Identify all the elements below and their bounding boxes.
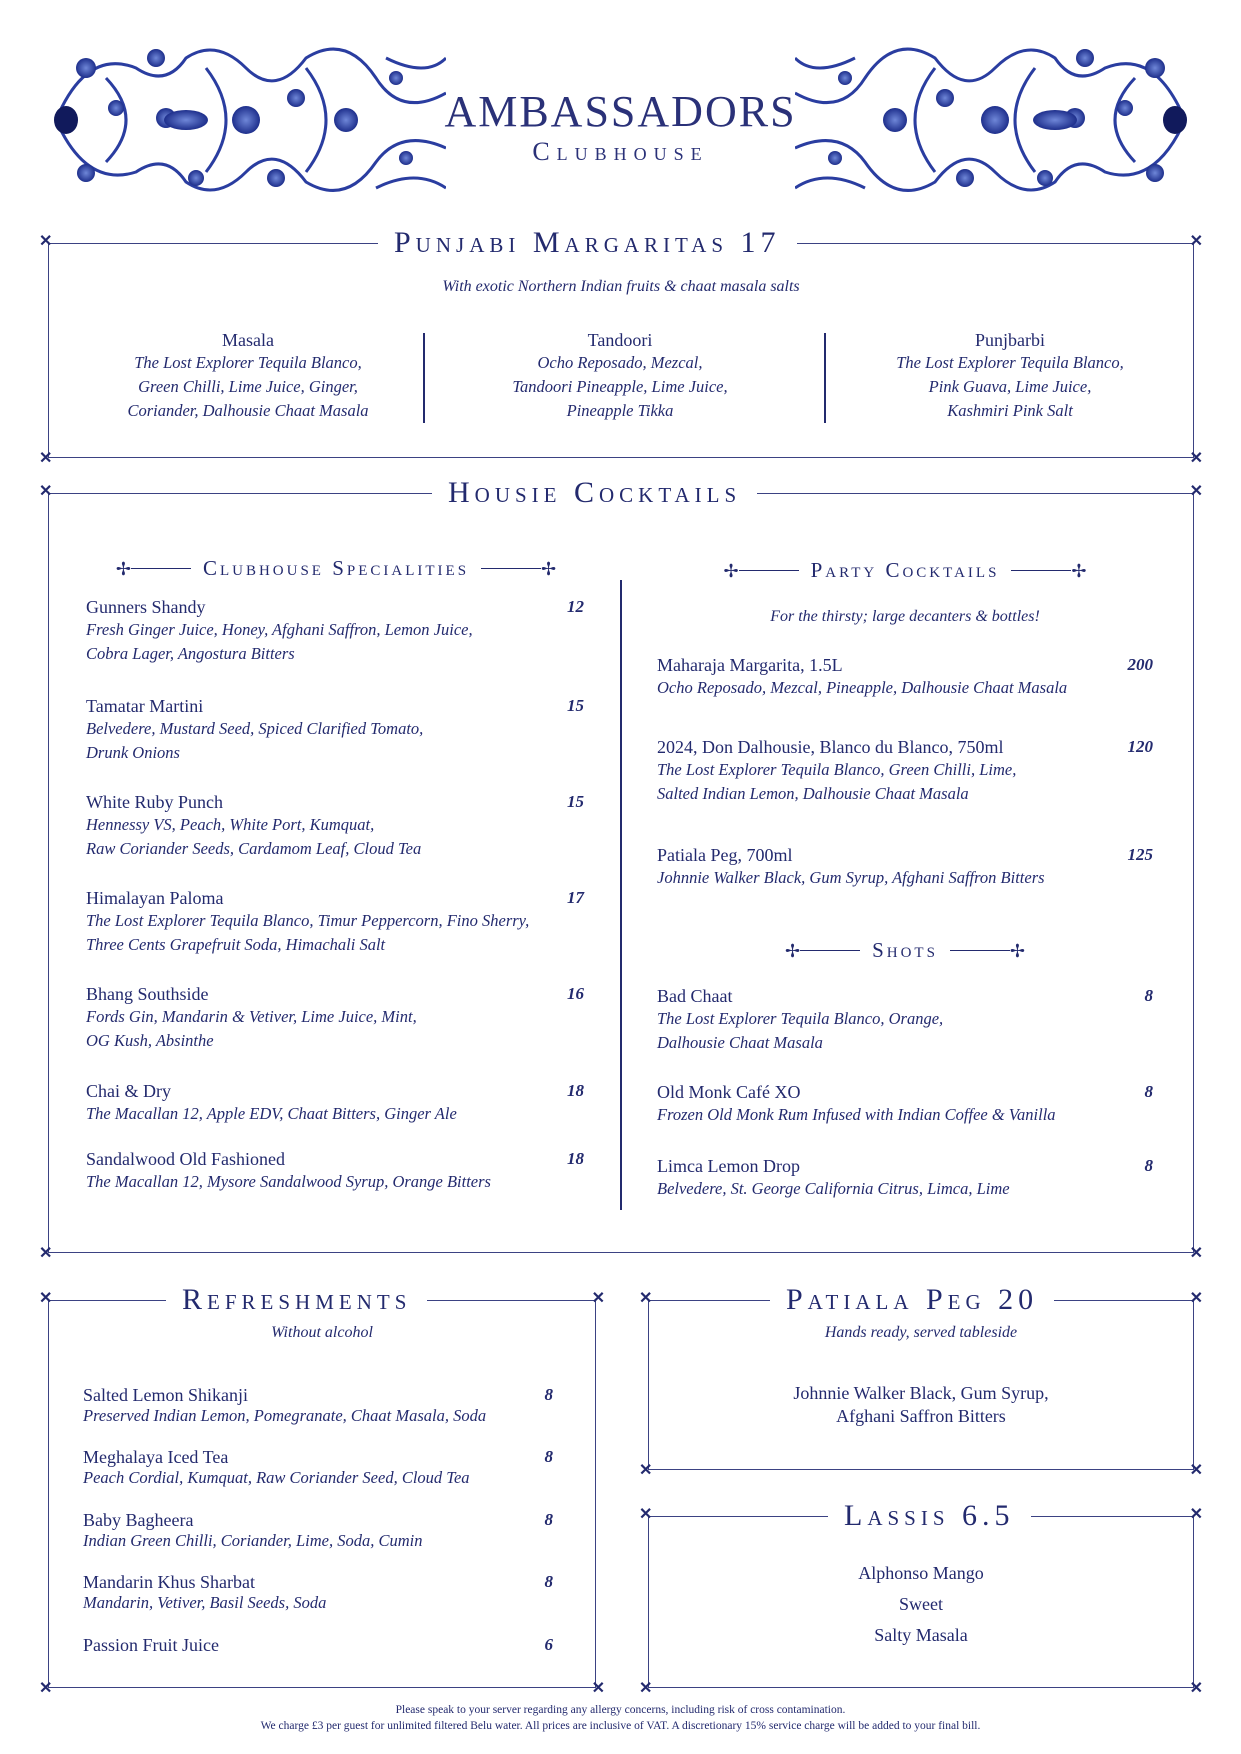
corner-fleur-icon: ✕ bbox=[39, 450, 53, 467]
item-name: 2024, Don Dalhousie, Blanco du Blanco, 750ml bbox=[657, 737, 1004, 757]
patiala-peg-ingredients bbox=[648, 1382, 1194, 1428]
subheading-clubhouse-specialities bbox=[86, 556, 586, 581]
corner-fleur-icon: ✕ bbox=[1189, 1462, 1203, 1479]
item-desc: The Lost Explorer Tequila Blanco, Orange, bbox=[657, 1009, 944, 1028]
column-divider bbox=[620, 580, 622, 1210]
item-desc: The Lost Explorer Tequila Blanco, bbox=[134, 353, 362, 372]
corner-fleur-icon: ✕ bbox=[1189, 450, 1203, 467]
item-name: Himalayan Paloma bbox=[86, 888, 224, 908]
item-desc: The Macallan 12, Mysore Sandalwood Syrup, Orange Bitters bbox=[86, 1172, 491, 1191]
item-price: 15 bbox=[567, 792, 584, 811]
item-name: Limca Lemon Drop bbox=[657, 1156, 800, 1176]
item-name: Salted Lemon Shikanji bbox=[83, 1385, 248, 1405]
divider-line bbox=[1011, 570, 1071, 572]
item-name: Meghalaya Iced Tea bbox=[83, 1447, 229, 1467]
column-divider bbox=[824, 333, 826, 423]
item-desc: Peach Cordial, Kumquat, Raw Coriander Seed, Cloud Tea bbox=[83, 1468, 470, 1487]
item-price: 15 bbox=[567, 696, 584, 715]
item-desc: Indian Green Chilli, Coriander, Lime, Soda, Cumin bbox=[83, 1531, 423, 1550]
corner-fleur-icon: ✕ bbox=[1189, 1680, 1203, 1697]
item-desc: Pineapple Tikka bbox=[566, 401, 674, 420]
corner-fleur-icon: ✕ bbox=[39, 233, 53, 250]
section-title-lassis: Lassis 6.5 bbox=[828, 1499, 1031, 1533]
item-desc: OG Kush, Absinthe bbox=[86, 1031, 214, 1050]
party-cocktails-subtitle: For the thirsty; large decanters & bottles! bbox=[770, 608, 1040, 625]
item-price: 18 bbox=[567, 1149, 584, 1168]
corner-fleur-icon: ✕ bbox=[639, 1462, 653, 1479]
item-name: Punjbarbi bbox=[975, 330, 1045, 350]
item-price: 120 bbox=[1127, 737, 1153, 756]
footer-notes bbox=[0, 1702, 1241, 1734]
item-desc: Pink Guava, Lime Juice, bbox=[928, 377, 1092, 396]
brand-title: AMBASSADORS bbox=[444, 87, 797, 136]
lassi-item: Alphonso Mango bbox=[858, 1563, 984, 1583]
item-desc: The Lost Explorer Tequila Blanco, Green Chilli, Lime, bbox=[657, 760, 1017, 779]
item-desc: Cobra Lager, Angostura Bitters bbox=[86, 644, 295, 663]
menu-item bbox=[657, 1082, 1153, 1127]
menu-item bbox=[657, 845, 1153, 890]
item-name: Tamatar Martini bbox=[86, 696, 204, 716]
item-desc: Fresh Ginger Juice, Honey, Afghani Saffron, Lemon Juice, bbox=[86, 620, 473, 639]
item-desc: Dalhousie Chaat Masala bbox=[657, 1033, 823, 1052]
arrow-ornament-icon: ✢ bbox=[1009, 940, 1026, 961]
corner-fleur-icon: ✕ bbox=[39, 1245, 53, 1262]
item-desc: The Lost Explorer Tequila Blanco, Timur Peppercorn, Fino Sherry, bbox=[86, 911, 530, 930]
divider-line bbox=[800, 950, 860, 952]
menu-item bbox=[86, 597, 584, 666]
patiala-peg-subtitle: Hands ready, served tableside bbox=[824, 1324, 1018, 1341]
item-name: Passion Fruit Juice bbox=[83, 1635, 220, 1655]
corner-fleur-icon: ✕ bbox=[39, 483, 53, 500]
column-divider bbox=[423, 333, 425, 423]
menu-item bbox=[657, 655, 1153, 700]
lassi-item: Salty Masala bbox=[874, 1625, 968, 1645]
section-title-refreshments: Refreshments bbox=[166, 1283, 427, 1317]
item-name: Sandalwood Old Fashioned bbox=[86, 1149, 285, 1169]
menu-item bbox=[86, 984, 584, 1053]
item-name: Bhang Southside bbox=[86, 984, 209, 1004]
menu-item bbox=[86, 888, 584, 957]
item-name: Bad Chaat bbox=[657, 986, 733, 1006]
menu-item bbox=[86, 792, 584, 861]
item-price: 6 bbox=[544, 1635, 553, 1654]
item-desc: Coriander, Dalhousie Chaat Masala bbox=[127, 401, 369, 420]
item-desc: The Macallan 12, Apple EDV, Chaat Bitters, Ginger Ale bbox=[86, 1104, 457, 1123]
corner-fleur-icon: ✕ bbox=[639, 1290, 653, 1307]
item-price: 18 bbox=[567, 1081, 584, 1100]
item-desc: Preserved Indian Lemon, Pomegranate, Chaat Masala, Soda bbox=[83, 1406, 487, 1425]
item-price: 17 bbox=[567, 888, 584, 907]
item-price: 8 bbox=[1144, 986, 1153, 1005]
item-desc: Green Chilli, Lime Juice, Ginger, bbox=[138, 377, 358, 396]
subheading-text: Party Cocktails bbox=[810, 558, 1000, 582]
item-desc: Mandarin, Vetiver, Basil Seeds, Soda bbox=[83, 1593, 327, 1612]
item-desc: Drunk Onions bbox=[86, 743, 180, 762]
item-price: 8 bbox=[544, 1447, 553, 1466]
item-desc: Ocho Reposado, Mezcal, Pineapple, Dalhousie Chaat Masala bbox=[657, 678, 1068, 697]
item-price: 8 bbox=[1144, 1082, 1153, 1101]
item-name: Gunners Shandy bbox=[86, 597, 206, 617]
item-desc: Belvedere, St. George California Citrus, Limca, Lime bbox=[657, 1179, 1010, 1198]
subheading-text: Clubhouse Specialities bbox=[202, 556, 470, 580]
item-desc: Belvedere, Mustard Seed, Spiced Clarified Tomato, bbox=[86, 719, 424, 738]
arrow-ornament-icon: ✢ bbox=[541, 558, 557, 579]
corner-fleur-icon: ✕ bbox=[1189, 233, 1203, 250]
item-price: 200 bbox=[1127, 655, 1153, 674]
item-desc: The Lost Explorer Tequila Blanco, bbox=[896, 353, 1124, 372]
item-name: Tandoori bbox=[587, 330, 653, 350]
refreshments-subtitle: Without alcohol bbox=[271, 1324, 373, 1341]
item-price: 8 bbox=[544, 1385, 553, 1404]
subheading-text: Shots bbox=[872, 938, 938, 962]
section-title-punjabi-margaritas: Punjabi Margaritas 17 bbox=[378, 226, 797, 260]
corner-fleur-icon: ✕ bbox=[591, 1680, 605, 1697]
menu-item bbox=[86, 696, 584, 765]
menu-item bbox=[83, 1572, 553, 1613]
service-charge-notice: We charge £3 per guest for unlimited filtered Belu water. All prices are inclusive of VAT. A discretionary 15% service charge will be added to your final bill. bbox=[260, 1720, 981, 1732]
subheading-party-cocktails bbox=[700, 558, 1110, 583]
divider-line bbox=[739, 570, 799, 572]
menu-item bbox=[657, 986, 1153, 1055]
ingredient-line: Afghani Saffron Bitters bbox=[836, 1406, 1006, 1426]
item-desc: Johnnie Walker Black, Gum Syrup, Afghani Saffron Bitters bbox=[657, 868, 1045, 887]
menu-item bbox=[83, 1510, 553, 1551]
item-desc: Three Cents Grapefruit Soda, Himachali Salt bbox=[86, 935, 386, 954]
corner-fleur-icon: ✕ bbox=[1189, 1245, 1203, 1262]
margarita-item bbox=[840, 330, 1180, 423]
arrow-ornament-icon: ✢ bbox=[115, 558, 131, 579]
item-name: Masala bbox=[222, 330, 274, 350]
menu-item bbox=[86, 1081, 584, 1126]
item-price: 8 bbox=[1144, 1156, 1153, 1175]
menu-item bbox=[657, 1156, 1153, 1201]
arrow-ornament-icon: ✢ bbox=[784, 940, 801, 961]
item-price: 125 bbox=[1127, 845, 1153, 864]
ingredient-line: Johnnie Walker Black, Gum Syrup, bbox=[793, 1383, 1049, 1403]
margarita-item bbox=[78, 330, 418, 423]
item-desc: Tandoori Pineapple, Lime Juice, bbox=[512, 377, 728, 396]
divider-line bbox=[131, 568, 191, 570]
punjabi-margaritas-subtitle: With exotic Northern Indian fruits & chaat masala salts bbox=[442, 278, 800, 295]
lassi-item: Sweet bbox=[899, 1594, 943, 1614]
arrow-ornament-icon: ✢ bbox=[1071, 560, 1087, 581]
item-desc: Ocho Reposado, Mezcal, bbox=[537, 353, 703, 372]
brand-subtitle: Clubhouse bbox=[532, 137, 709, 166]
corner-fleur-icon: ✕ bbox=[639, 1506, 653, 1523]
item-name: Baby Bagheera bbox=[83, 1510, 194, 1530]
item-desc: Hennessy VS, Peach, White Port, Kumquat, bbox=[86, 815, 375, 834]
corner-fleur-icon: ✕ bbox=[1189, 483, 1203, 500]
lassi-list bbox=[648, 1558, 1194, 1651]
item-name: Maharaja Margarita, 1.5L bbox=[657, 655, 843, 675]
item-name: Old Monk Café XO bbox=[657, 1082, 801, 1102]
corner-fleur-icon: ✕ bbox=[1189, 1506, 1203, 1523]
item-price: 8 bbox=[544, 1572, 553, 1591]
menu-item bbox=[657, 737, 1153, 806]
corner-fleur-icon: ✕ bbox=[639, 1680, 653, 1697]
corner-fleur-icon: ✕ bbox=[1189, 1290, 1203, 1307]
item-price: 16 bbox=[567, 984, 584, 1003]
item-name: Chai & Dry bbox=[86, 1081, 171, 1101]
item-price: 12 bbox=[567, 597, 584, 616]
menu-item bbox=[83, 1447, 553, 1488]
item-name: Mandarin Khus Sharbat bbox=[83, 1572, 255, 1592]
corner-fleur-icon: ✕ bbox=[39, 1290, 53, 1307]
section-title-patiala-peg: Patiala Peg 20 bbox=[770, 1283, 1054, 1317]
corner-fleur-icon: ✕ bbox=[39, 1680, 53, 1697]
item-desc: Frozen Old Monk Rum Infused with Indian Coffee & Vanilla bbox=[657, 1105, 1056, 1124]
margarita-item bbox=[450, 330, 790, 423]
section-title-housie-cocktails: Housie Cocktails bbox=[432, 476, 757, 510]
menu-item bbox=[83, 1385, 553, 1426]
subheading-shots bbox=[775, 938, 1035, 963]
item-name: Patiala Peg, 700ml bbox=[657, 845, 793, 865]
item-name: White Ruby Punch bbox=[86, 792, 223, 812]
menu-item bbox=[83, 1635, 553, 1656]
item-desc: Raw Coriander Seeds, Cardamom Leaf, Cloud Tea bbox=[86, 839, 422, 858]
allergy-notice: Please speak to your server regarding any allergy concerns, including risk of cross contamination. bbox=[395, 1704, 846, 1716]
item-price: 8 bbox=[544, 1510, 553, 1529]
item-desc: Salted Indian Lemon, Dalhousie Chaat Masala bbox=[657, 784, 969, 803]
divider-line bbox=[481, 568, 541, 570]
corner-fleur-icon: ✕ bbox=[591, 1290, 605, 1307]
divider-line bbox=[950, 950, 1010, 952]
item-desc: Kashmiri Pink Salt bbox=[947, 401, 1073, 420]
item-desc: Fords Gin, Mandarin & Vetiver, Lime Juice, Mint, bbox=[86, 1007, 417, 1026]
arrow-ornament-icon: ✢ bbox=[723, 560, 739, 581]
menu-item bbox=[86, 1149, 584, 1194]
